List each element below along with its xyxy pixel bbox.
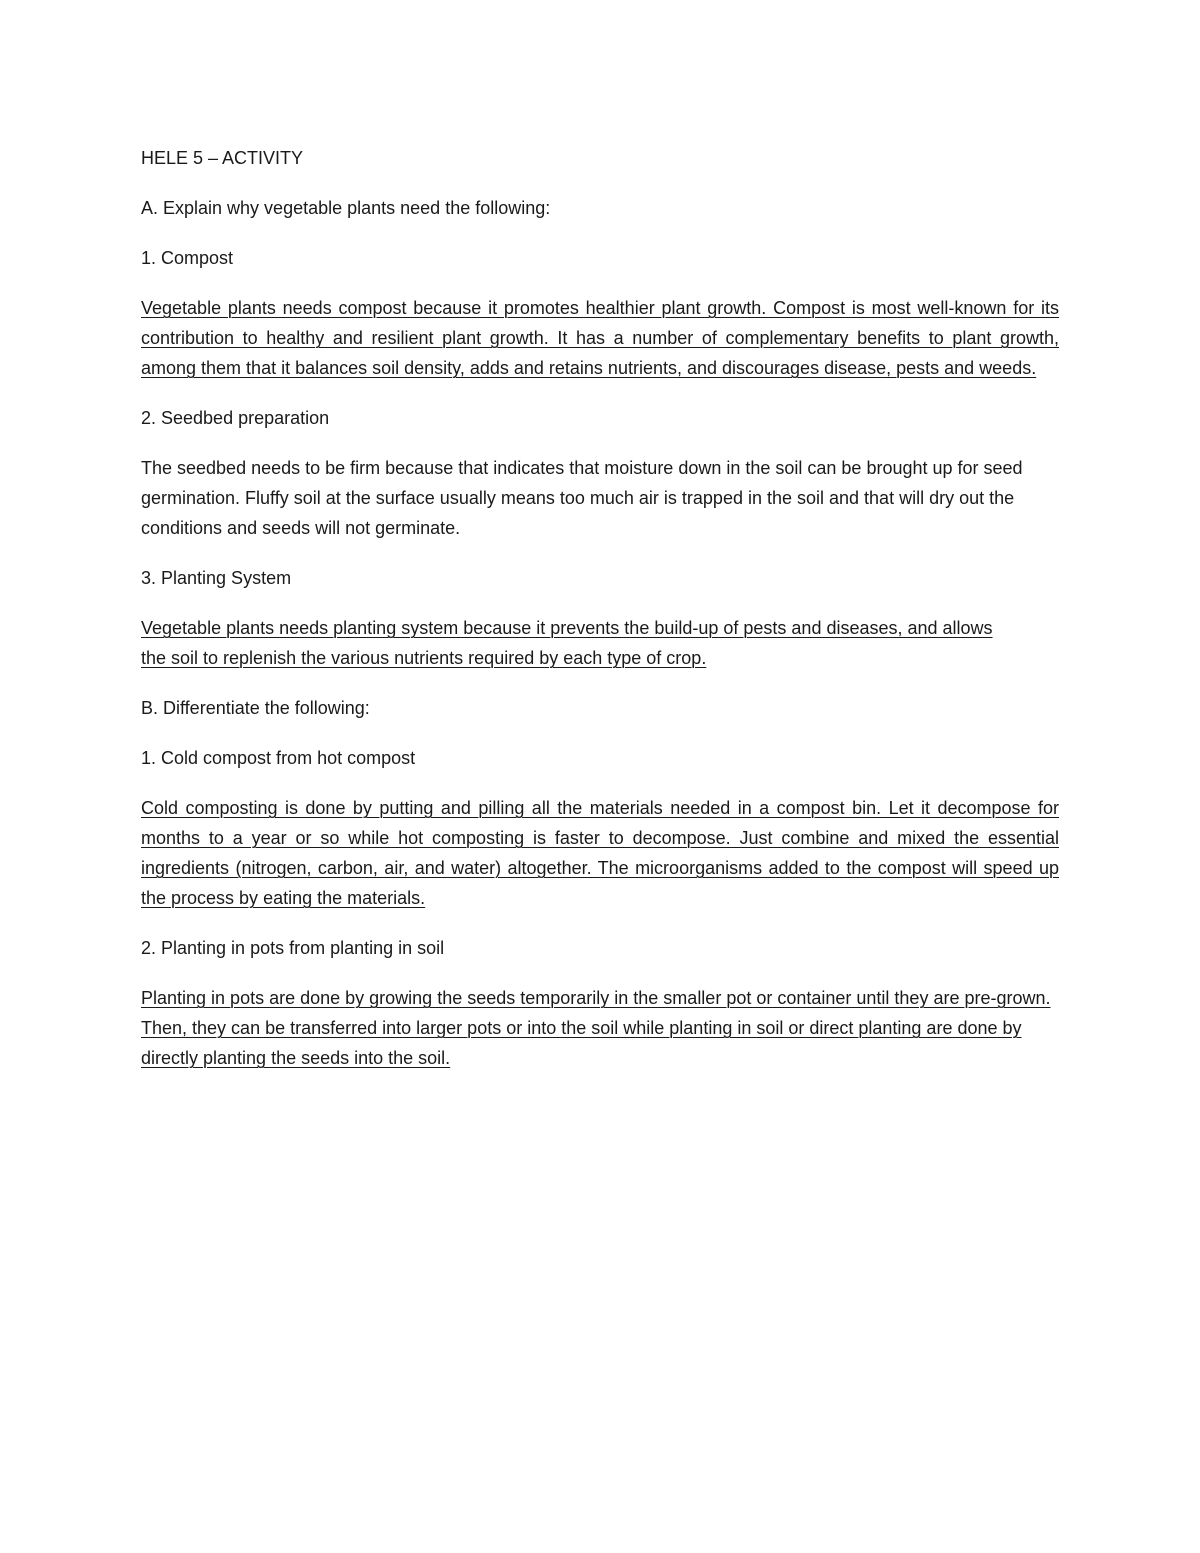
section-a-heading: A. Explain why vegetable plants need the following: [141,198,551,218]
item-a3-label: 3. Planting System [141,568,292,588]
item-b1-label: 1. Cold compost from hot compost [141,748,416,768]
document-body [141,143,1059,1093]
item-a3-answer-wrap [141,613,1013,673]
item-a2-label: 2. Seedbed preparation [141,408,330,428]
document-title: HELE 5 – ACTIVITY [141,148,304,168]
item-a3-answer: Vegetable plants needs planting system because it prevents the build-up of pests and diseases, and allows the soil to replenish the various nutrients required by each type of crop. [141,618,993,668]
section-b-heading: B. Differentiate the following: [141,698,370,718]
item-a1-answer: Vegetable plants needs compost because it promotes healthier plant growth. Compost is most well-known for its contribution to healthy and resilient plant growth. It has a number of complementary benefits to plant growth, among them that it balances soil density, adds and retains nutrients, and discourages disease, pests and weeds. [141,298,1059,378]
item-b2-answer: Planting in pots are done by growing the seeds temporarily in the smaller pot or container until they are pre-grown. Then, they can be transferred into larger pots or into the soil while planting in soil or direct planting are done by directly planting the seeds into the soil. [141,988,1051,1068]
item-b2-answer-wrap [141,983,1051,1073]
item-a1-answer-wrap [141,293,1059,383]
item-b1-answer: Cold composting is done by putting and pilling all the materials needed in a compost bin. Let it decompose for months to a year or so while hot composting is faster to decompose. Just combine and mixed the essential ingredients (nitrogen, carbon, air, and water) altogether. The microorganisms added to the compost will speed up the process by eating the materials. [141,798,1059,908]
item-a2-answer: The seedbed needs to be firm because that indicates that moisture down in the soil can be brought up for seed germination. Fluffy soil at the surface usually means too much air is trapped in the soil and that will dry out the conditions and seeds will not germinate. [141,458,1023,538]
item-a1-label: 1. Compost [141,248,234,268]
item-b2-label: 2. Planting in pots from planting in soil [141,938,445,958]
item-b1-answer-wrap [141,793,1059,913]
